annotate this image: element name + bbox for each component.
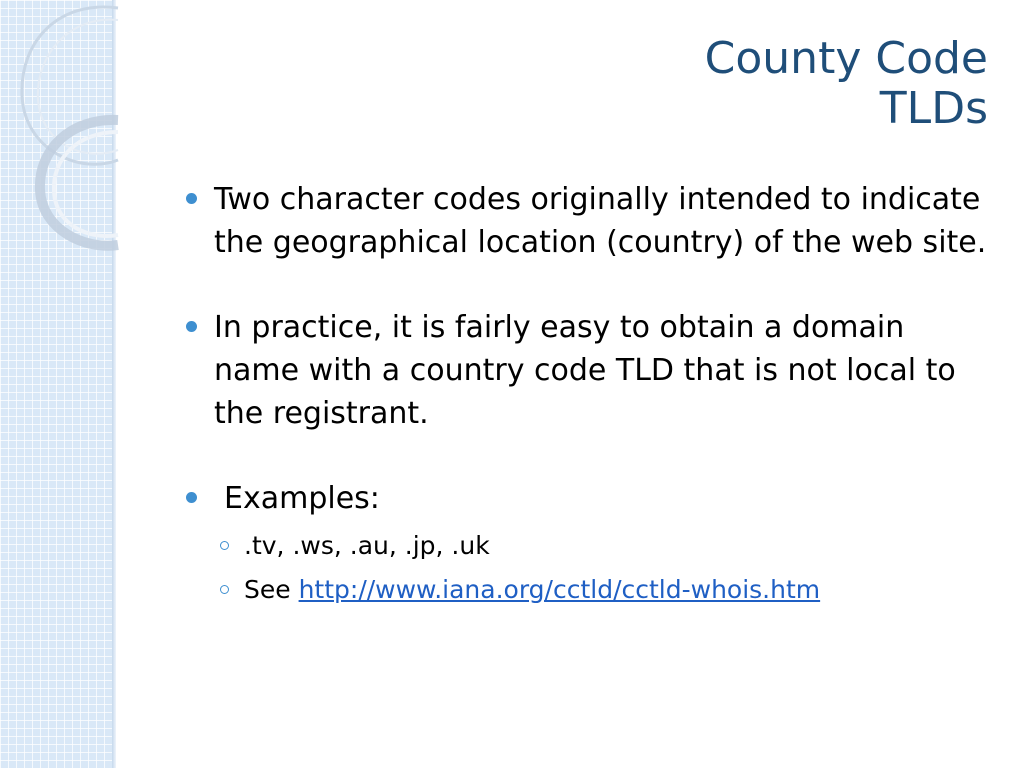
bullet-text: Examples: [224,481,380,516]
decorative-swirl-icon [0,0,120,260]
sub-bullet-prefix: See [244,575,299,604]
title-line-1: County Code [704,33,988,84]
sub-bullet-item [182,524,992,568]
sub-bullet-item [182,568,992,612]
sub-bullet-text: .tv, .ws, .au, .jp, .uk [244,531,490,560]
slide-title [705,34,988,134]
bullet-icon [186,193,197,204]
bullet-item-examples [182,477,992,520]
bullet-icon [186,321,197,332]
sub-bullet-icon [220,585,229,594]
title-line-2: TLDs [879,83,988,134]
bullet-text: Two character codes originally intended to indicate the geographical location (country) of the web site. [214,182,987,260]
bullet-item [182,178,992,264]
iana-cctld-link[interactable]: http://www.iana.org/cctld/cctld-whois.htm [298,575,821,604]
bullet-item [182,306,992,435]
bullet-text: In practice, it is fairly easy to obtain a domain name with a country code TLD that is not local to the registrant. [214,310,956,431]
bullet-list [182,178,992,612]
bullet-icon [186,492,197,503]
sub-bullet-icon [220,541,229,550]
